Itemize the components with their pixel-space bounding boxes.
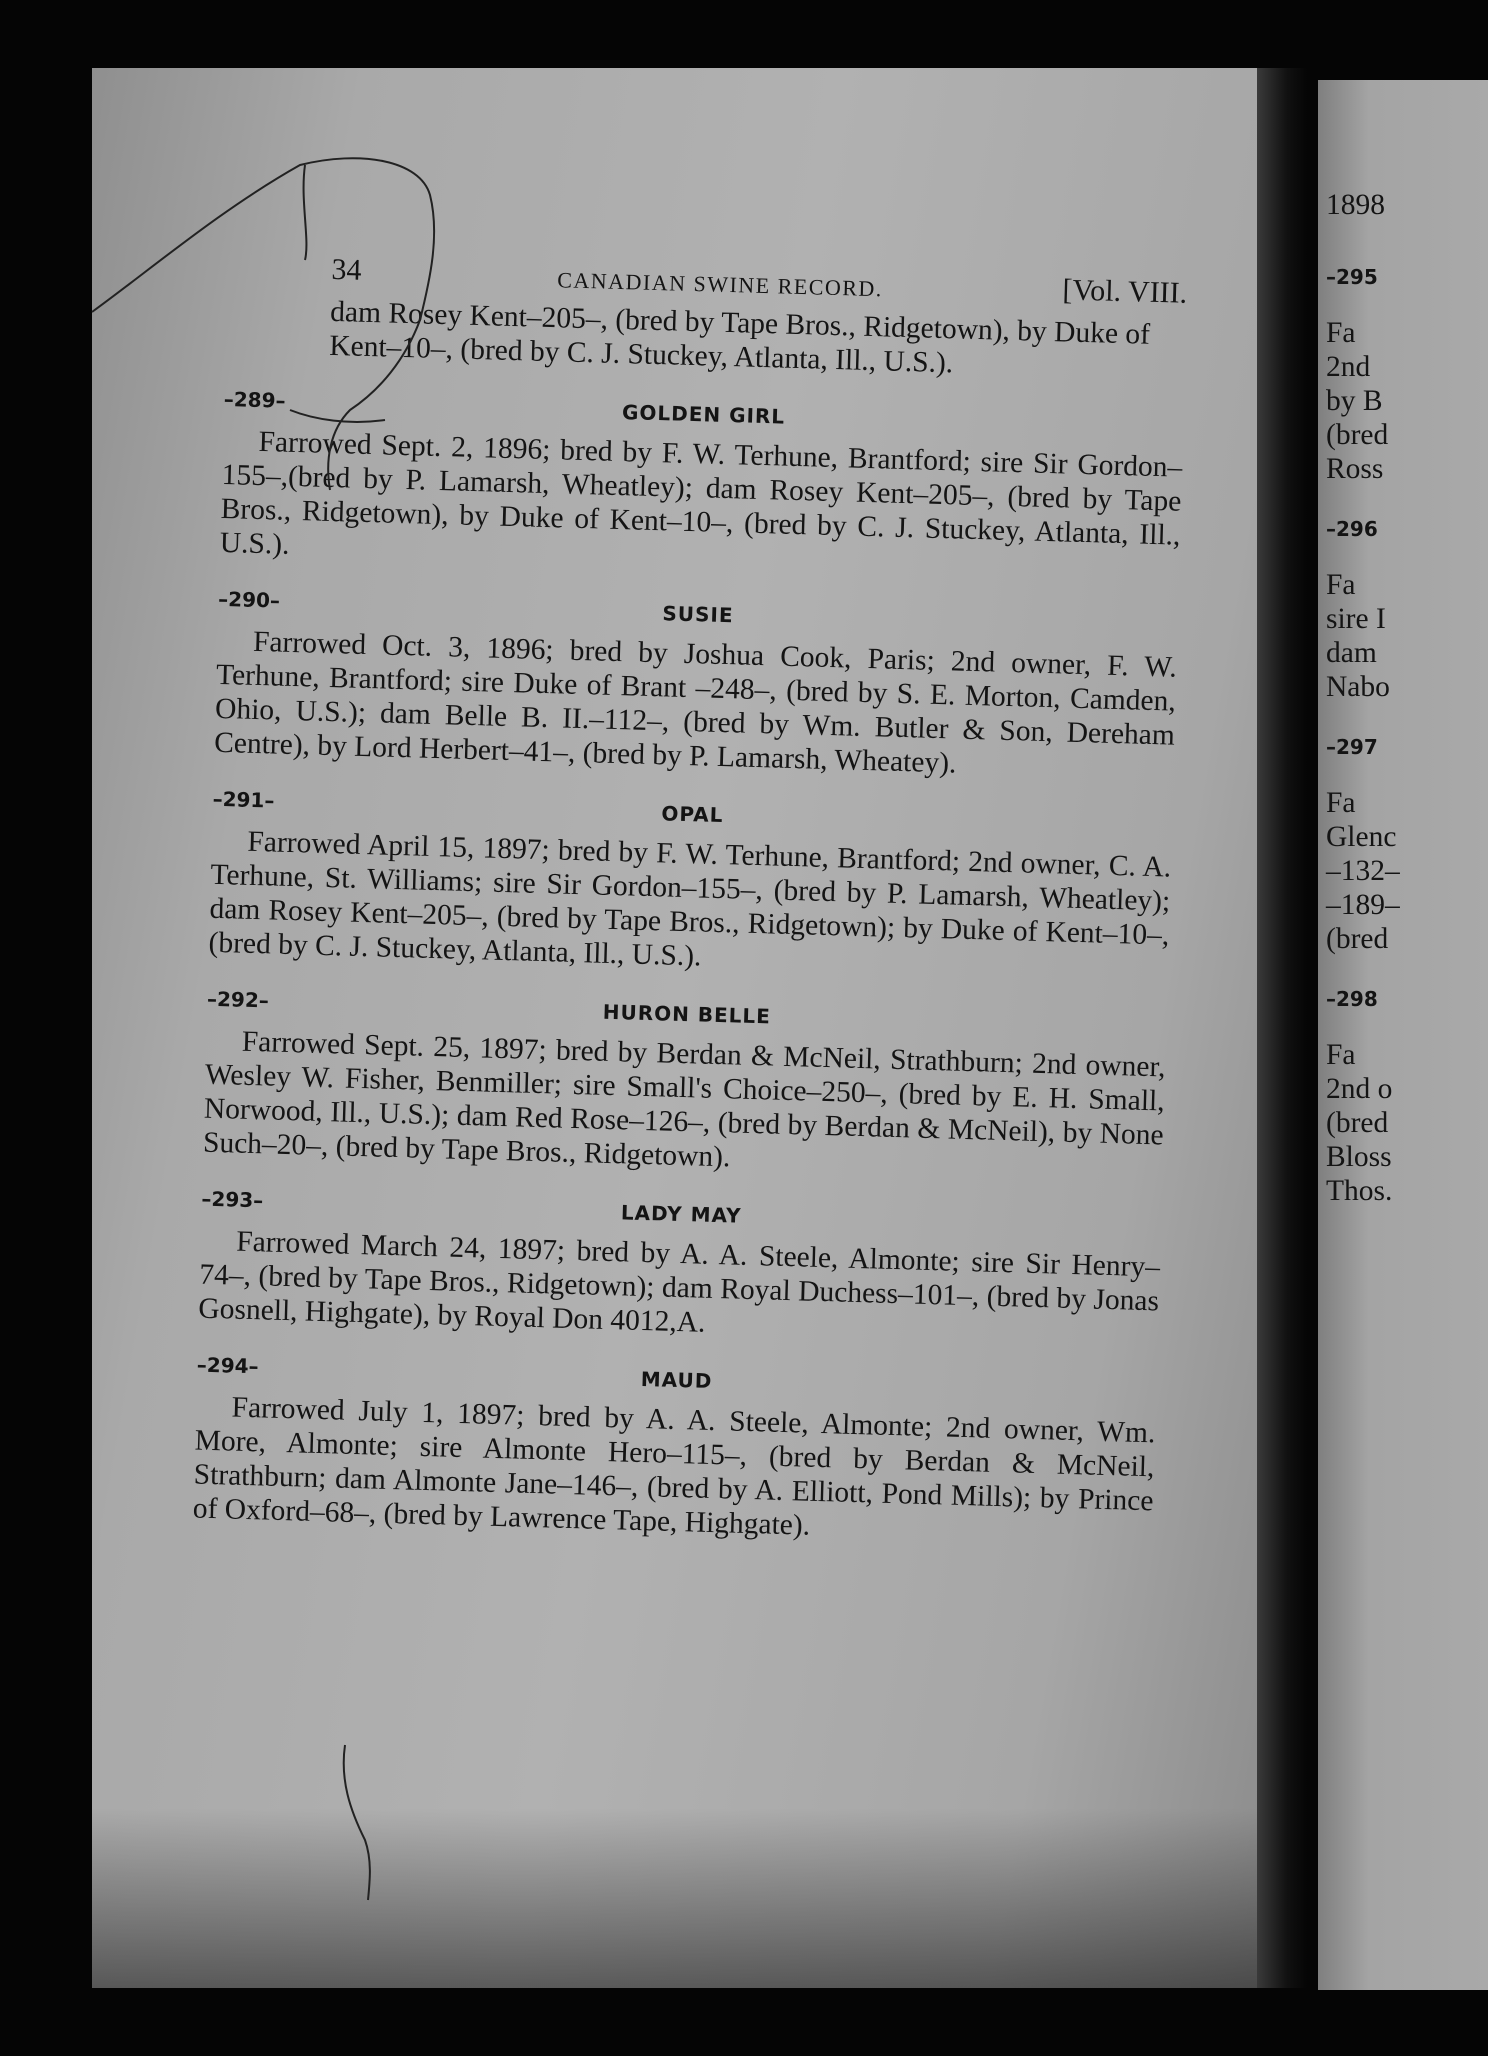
entry-name: OPAL xyxy=(661,801,724,828)
continuation-text: dam Rosey Kent–205–, (bred by Tape Bros., Ridgetown), by Duke of Kent–10–, (bred by C. J. Stuckey, Atlanta, Ill., U.S.). xyxy=(328,295,1151,380)
pedigree-entry xyxy=(198,1182,1162,1353)
entry-text: Farrowed Sept. 2, 1896; bred by F. W. Terhune, Brantford; sire Sir Gordon–155–,(bred by P. Lamarsh, Wheatley); dam Rosey Kent–205–, (bred by Tape Bros., Ridgetown), by Duke of Kent–10–, (bred by C. J. Stuckey, Atlanta, Ill., U.S.). xyxy=(219,425,1183,561)
entry-number: –289– xyxy=(223,386,286,413)
right-page-line: sire I xyxy=(1326,603,1386,635)
entry-number: –294– xyxy=(196,1352,259,1379)
pedigree-entry xyxy=(208,782,1173,987)
right-page-line: (bred xyxy=(1326,419,1389,451)
right-page xyxy=(1318,80,1488,1990)
entry-name: MAUD xyxy=(640,1366,713,1393)
right-page-entry-number: –298 xyxy=(1326,987,1378,1011)
right-page-entry-number: –297 xyxy=(1326,735,1378,759)
right-page-line: –132– xyxy=(1326,855,1400,887)
right-page-line: Nabo xyxy=(1326,671,1390,703)
pedigree-entry xyxy=(203,982,1168,1187)
page-shadow xyxy=(92,1808,1257,1988)
entry-text: Farrowed July 1, 1897; bred by A. A. Steele, Almonte; 2nd owner, Wm. More, Almonte; sire Almonte Hero–115–, (bred by Berdan & McNeil, Strathburn; dam Almonte Jane–146–, (bred by A. Elliott, Pond Mills); by Prince of Oxford–68–, (bred by Lawrence Tape, Highgate). xyxy=(192,1391,1156,1542)
entry-name: HURON BELLE xyxy=(602,999,772,1029)
right-page-line: Glenc xyxy=(1326,821,1397,853)
page-text-block xyxy=(192,250,1187,1552)
pedigree-entry xyxy=(214,582,1179,787)
right-page-line: by B xyxy=(1326,385,1383,417)
entry-text: Farrowed Sept. 25, 1897; bred by Berdan & McNeil, Strathburn; 2nd owner, Wesley W. Fisher, Benmiller; sire Small's Choice–250–, (bred by E. H. Small, Norwood, Ill., U.S.); dam Red Rose–126–, (bred by Berdan & McNeil), by None Such–20–, (bred by Tape Bros., Ridgetown). xyxy=(202,1025,1166,1174)
right-page-line: Fa xyxy=(1326,787,1356,819)
entry-number: –290– xyxy=(217,586,281,613)
page-number: 34 xyxy=(331,252,362,287)
right-page-line: Ross xyxy=(1326,453,1384,485)
right-page-header: 1898 xyxy=(1326,189,1385,221)
entry-text: Farrowed March 24, 1897; bred by A. A. Steele, Almonte; sire Sir Henry–74–, (bred by Tape Bros., Ridgetown); dam Royal Duchess–101–, (bred by Jonas Gosnell, Highgate), by Royal Don 4012,A. xyxy=(197,1225,1161,1339)
entry-number: –293– xyxy=(201,1186,264,1213)
right-page-line: Fa xyxy=(1326,569,1356,601)
entry-name: LADY MAY xyxy=(620,1200,742,1228)
right-page-text xyxy=(1326,189,1400,1208)
entry-number: –291– xyxy=(212,786,275,813)
entry-list xyxy=(192,382,1184,1552)
right-page-entry-number: –295 xyxy=(1326,265,1378,289)
right-page-line: Thos. xyxy=(1326,1175,1393,1207)
right-page-line: Fa xyxy=(1326,1039,1356,1071)
right-page-line: Fa xyxy=(1326,317,1356,349)
right-page-line: dam xyxy=(1326,637,1377,669)
right-page-line: –189– xyxy=(1326,889,1400,921)
entry-text: Farrowed April 15, 1897; bred by F. W. Terhune, Brantford; 2nd owner, C. A. Terhune, St. Williams; sire Sir Gordon–155–, (bred by P. Lamarsh, Wheatley); dam Rosey Kent–205–, (bred by Tape Bros., Ridgetown); by Duke of Kent–10–, (bred by C. J. Stuckey, Atlanta, Ill., U.S.). xyxy=(208,825,1172,973)
entry-number: –292– xyxy=(206,986,270,1013)
right-page-line: (bred xyxy=(1326,1107,1389,1139)
right-page-line: (bred xyxy=(1326,923,1389,955)
right-page-line: Bloss xyxy=(1326,1141,1392,1173)
entry-name: SUSIE xyxy=(662,601,734,628)
volume-label: [Vol. VIII. xyxy=(1062,273,1188,310)
pedigree-entry xyxy=(219,382,1184,587)
right-page-line: 2nd xyxy=(1326,351,1371,383)
book-gutter xyxy=(1257,68,1307,1988)
right-page-line: 2nd o xyxy=(1326,1073,1393,1105)
entry-text: Farrowed Oct. 3, 1896; bred by Joshua Cook, Paris; 2nd owner, F. W. Terhune, Brantford; sire Duke of Brant –248–, (bred by S. E. Morton, Camden, Ohio, U.S.); dam Belle B. II.–112–, (bred by Wm. Butler & Son, Dereham Centre), by Lord Herbert–41–, (bred by P. Lamarsh, Wheatey). xyxy=(213,625,1178,780)
right-page-entry-number: –296 xyxy=(1326,517,1378,541)
running-title: CANADIAN SWINE RECORD. xyxy=(556,267,884,302)
pedigree-entry xyxy=(192,1348,1157,1553)
entry-name: GOLDEN GIRL xyxy=(621,400,786,429)
